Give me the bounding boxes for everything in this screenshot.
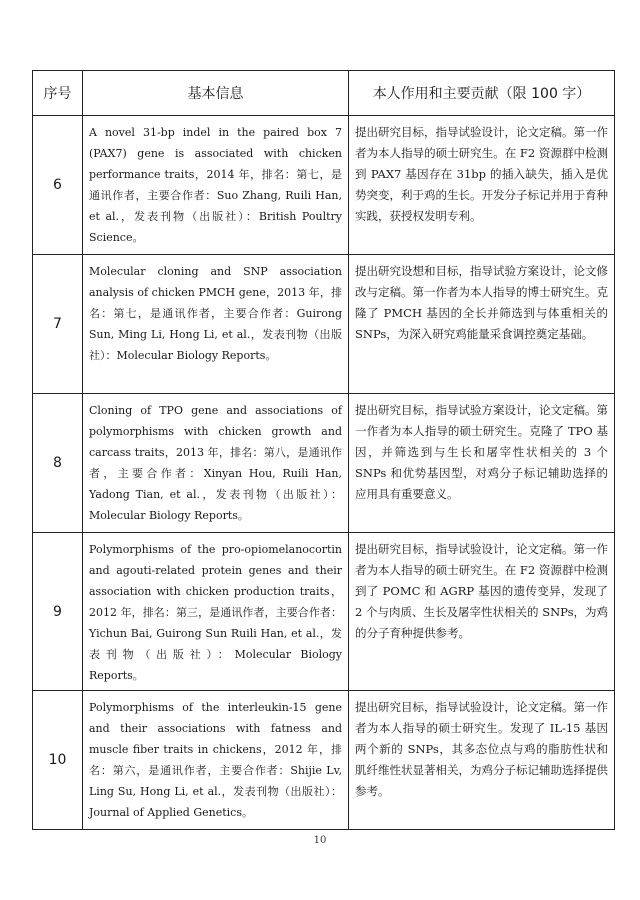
table-row <box>33 533 615 691</box>
table-row <box>33 691 615 830</box>
row-role-contribution: 提出研究目标，指导试验设计，论文定稿。第一作者为本人指导的硕士研究生。发现了 IL-15 基因两个新的 SNPs，其多态位点与鸡的脂肪性状和肌纤维性状显著相关，为鸡分子标记辅助选择提供参考。 <box>349 691 615 830</box>
row-role-contribution: 提出研究目标，指导试验方案设计，论文定稿。第一作者为本人指导的硕士研究生。克隆了 TPO 基因，并筛选到与生长和屠宰性状相关的 3 个 SNPs 和优势基因型，对鸡分子标记辅助选择的应用具有重要意义。 <box>349 394 615 533</box>
row-index: 9 <box>33 533 83 691</box>
row-basic-info: A novel 31-bp indel in the paired box 7 (PAX7) gene is associated with chicken performance traits，2014 年，排名：第七，是通讯作者，主要合作者：Suo Zhang, Ruili Han, et al.，发表刊物（出版社）：British Poultry Science。 <box>83 116 349 255</box>
contribution-table <box>32 70 615 830</box>
row-role-contribution: 提出研究目标，指导试验设计，论文定稿。第一作者为本人指导的硕士研究生。在 F2 资源群中检测到 PAX7 基因存在 31bp 的插入缺失，插入是优势突变，利于鸡的生长。开发分子标记并用于育种实践，获授权发明专利。 <box>349 116 615 255</box>
table-row <box>33 116 615 255</box>
table-header-row <box>33 71 615 116</box>
row-index: 10 <box>33 691 83 830</box>
row-index: 8 <box>33 394 83 533</box>
row-index: 6 <box>33 116 83 255</box>
row-basic-info: Cloning of TPO gene and associations of polymorphisms with chicken growth and carcass traits，2013 年，排名：第八，是通讯作者，主要合作者：Xinyan Hou, Ruili Han, Yadong Tian, et al.，发表刊物（出版社）：Molecular Biology Reports。 <box>83 394 349 533</box>
header-basic-info: 基本信息 <box>83 71 349 116</box>
header-role-contribution: 本人作用和主要贡献（限 100 字） <box>349 71 615 116</box>
table-row <box>33 255 615 394</box>
row-role-contribution: 提出研究设想和目标，指导试验方案设计，论文修改与定稿。第一作者为本人指导的博士研究生。克隆了 PMCH 基因的全长并筛选到与体重相关的 SNPs，为深入研究鸡能量采食调控奠定基础。 <box>349 255 615 394</box>
document-page <box>32 70 614 830</box>
row-role-contribution: 提出研究目标，指导试验设计，论文定稿。第一作者为本人指导的硕士研究生。在 F2 资源群中检测到了 POMC 和 AGRP 基因的遗传变异，发现了 2 个与肉质、生长及屠宰性状相关的 SNPs，为鸡的分子育种提供参考。 <box>349 533 615 691</box>
page-number: 10 <box>313 835 327 846</box>
table-row <box>33 394 615 533</box>
row-basic-info: Polymorphisms of the interleukin-15 gene and their associations with fatness and muscle fiber traits in chickens，2012 年，排名：第六，是通讯作者，主要合作者：Shijie Lv, Ling Su, Hong Li, et al.，发表刊物（出版社）：Journal of Applied Genetics。 <box>83 691 349 830</box>
row-basic-info: Polymorphisms of the pro-opiomelanocortin and agouti-related protein genes and their association with chicken production traits，2012 年，排名：第三，是通讯作者，主要合作者：Yichun Bai, Guirong Sun Ruili Han, et al.，发表刊物（出版社）：Molecular Biology Reports。 <box>83 533 349 691</box>
row-basic-info: Molecular cloning and SNP association analysis of chicken PMCH gene，2013 年，排名：第七，是通讯作者，主要合作者：Guirong Sun, Ming Li, Hong Li, et al.，发表刊物（出版社）：Molecular Biology Reports。 <box>83 255 349 394</box>
row-index: 7 <box>33 255 83 394</box>
header-index: 序号 <box>33 71 83 116</box>
